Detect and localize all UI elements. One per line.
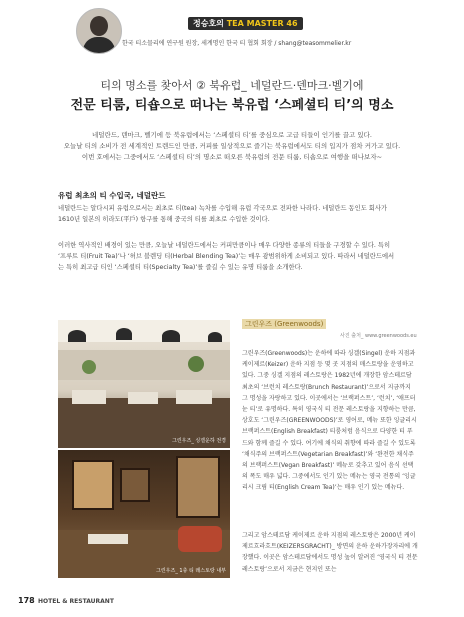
author-badge [188, 17, 303, 30]
author-description: 한국 티소믈리에 연구원 원장, 세계명인 한국 티 협회 회장 / shang@teasommelier.kr [122, 40, 352, 47]
tea-restaurant-photo [58, 450, 230, 578]
page-number: 178 [18, 596, 35, 605]
lead-line-1: 네덜란드, 덴마크, 벨기에 등 북유럽에서는 ‘스페셜티 티’를 중심으로 고급 티들이 인기를 끌고 있다. [91, 131, 372, 139]
lead-line-3: 이번 호에서는 그중에서도 ‘스페셜티 티’의 명소로 떠오른 북유럽의 전문 티룸, 티숍으로 여행을 떠나보자~ [81, 153, 383, 161]
article-headline: 전문 티룸, 티숍으로 떠나는 북유럽 ‘스페셜티 티’의 명소 [70, 98, 394, 113]
photo-credit: 사진 출처_ www.greenwoods.eu [340, 333, 417, 339]
photo-bottom-caption: 그린우즈_ 1층 티 레스토랑 내부 [156, 568, 226, 574]
article-header [0, 0, 464, 66]
author-tag: TEA MASTER 46 [226, 19, 298, 28]
sidebar-title: 그린우즈 (Greenwoods) [242, 319, 326, 329]
body-paragraph-1: 네덜란드는 알다시피 유럽으로서는 최초로 티(tea) 녹차를 수입해 유럽 각국으로 전파한 나라다. 네덜란드 동인도 회사가 1610년 일본의 히라도(平戶) 항구를 통해 중국의 티를 최초로 수입한 것이다. [58, 205, 388, 223]
body-paragraph-2: 이러한 역사적인 배경이 있는 만큼, 오늘날 네덜란드에서는 커피만큼이나 매우 다양한 종류의 티들을 구경할 수 있다. 특히 ‘프루트 티(Fruit Tea)’나 ‘허브 블렌딩 티(Herbal Blending Tea)’는 매우 광범위하게 소비되고 있다. 따라서 네덜란드에서는 특히 최고급 티인 ‘스페셜티 티(Specialty Tea)’를 즐길 수 있는 유명 티룸을 소개한다. [58, 242, 395, 271]
lead-line-2: 오늘날 티의 소비가 전 세계적인 트렌드인 만큼, 커피를 일상적으로 즐기는 북유럽에서도 티의 입지가 점차 커가고 있다. [63, 142, 401, 150]
cafe-interior-photo [58, 320, 230, 448]
section-title: 유럽 최초의 티 수입국, 네덜란드 [58, 191, 166, 200]
photo-top-caption: 그린우즈_ 싱겔운하 전경 [172, 438, 226, 444]
magazine-name: HOTEL & RESTAURANT [38, 598, 114, 605]
author-avatar [76, 8, 122, 54]
sidebar-paragraph-1: 그린우즈(Greenwoods)는 운하에 따라 싱겔(Singel) 운하 지점과 케이제르(Keizer) 운하 지점 등 몇 곳 지점의 매스토랑을 운영하고 있다. 그중 싱겔 지점의 레스토랑은 1982년에 개장한 암스테르담 최초의 ‘브런치 레스토랑(Brunch Restaurant)’으로서 지금까지 그 명성을 자랑하고 있다. 이곳에서는 ‘브랙퍼스트’, ‘런치’, ‘애프터눈 티’로 유명하다. 특히 영국식 티 전문 레스토랑을 지향하는 만큼, 상호도 ‘그린우즈(GREENWOODS)’로 영어로, 메뉴 또한 잉글리시 브랙퍼스트(English Breakfast) 티룸처럼 음식으로 다양한 티 푸드와 함께 즐길 수 있다. 여기에 채식의 취향에 따라 즐길 수 있도록 ‘채식주의 브랙퍼스트(Vegetarian Breakfast)’와 ‘완전한 채식주의 브랙퍼스트(Vegan Breakfast)’ 메뉴로 갖추고 있어 음식 선택의 폭도 매우 넓다. 그중에서도 인기 있는 메뉴는 영국 전통의 ‘잉글리시 크림 티(English Cream Tea)’는 매우 인기 있는 메뉴다. [242, 350, 417, 492]
author-name: 정승호의 [193, 19, 224, 28]
article-kicker: 티의 명소를 찾아서 ② 북유럽_ 네덜란드·덴마크·벨기에 [100, 79, 364, 92]
sidebar-paragraph-2: 그리고 암스테르담 케이제르 운하 지점의 레스토랑은 2000년 케이제르흐라흐트(KEIZERSGRACHT)_ 방면의 운하 운하가장자리에 개장했다. 이곳은 암스테르담에서도 명성 높이 알려진 ‘영국식 티 전문 레스토랑’으로서 지금은 현지인 또는 [242, 532, 418, 573]
